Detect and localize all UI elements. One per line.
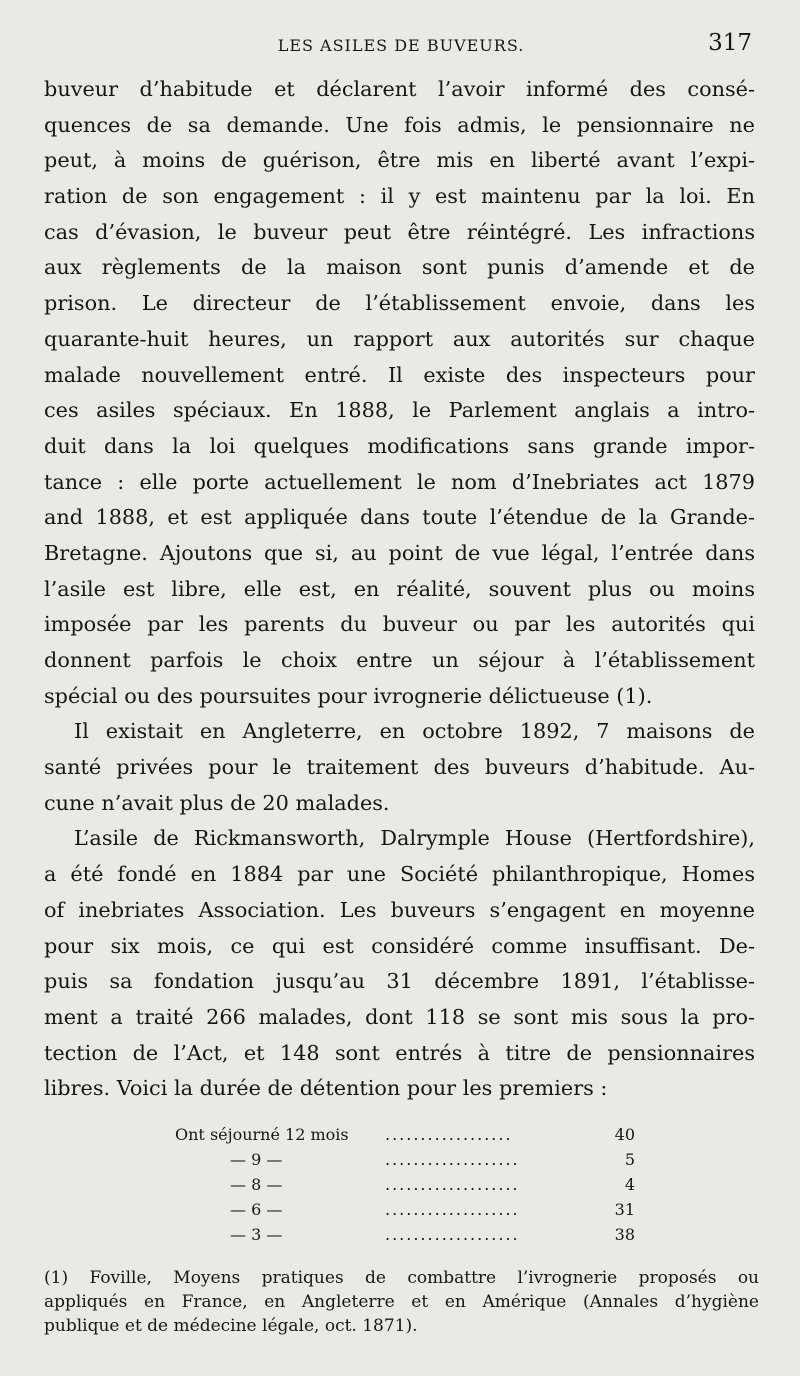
body-text [44, 72, 755, 1107]
text-line: ment a traité 266 malades, dont 118 se sont mis sous la pro- [44, 1004, 755, 1029]
row-value: 31 [614, 1200, 635, 1219]
table-row [175, 1122, 635, 1147]
table-row [175, 1172, 635, 1197]
text-line: and 1888, et est appliquée dans toute l’étendue de la Grande- [44, 505, 755, 530]
running-title: LES ASILES DE BUVEURS. [277, 36, 525, 55]
footnote-line: appliqués en France, en Angleterre et en Amérique (Annales d’hygiène [44, 1292, 759, 1312]
table-row [175, 1222, 635, 1247]
row-leader: .................. [385, 1125, 513, 1144]
text-line: of inebriates Association. Les buveurs s’engagent en moyenne [44, 897, 755, 922]
text-line: quences de sa demande. Une fois admis, le pensionnaire ne [44, 112, 755, 137]
text-line: Bretagne. Ajoutons que si, au point de vue légal, l’entrée dans [44, 540, 755, 565]
row-leader: ................... [385, 1225, 520, 1244]
text-line: L’asile de Rickmansworth, Dalrymple House (Hertfordshire), [74, 826, 755, 851]
row-leader: ................... [385, 1175, 520, 1194]
text-line: ration de son engagement : il y est maintenu par la loi. En [44, 184, 755, 209]
row-leader: ................... [385, 1150, 520, 1169]
text-line: a été fondé en 1884 par une Société philanthropique, Homes [44, 862, 755, 887]
row-label: — 6 — [230, 1200, 283, 1219]
row-label: — 8 — [230, 1175, 283, 1194]
text-line: aux règlements de la maison sont punis d’amende et de [44, 255, 755, 280]
text-line: ces asiles spéciaux. En 1888, le Parlement anglais a intro- [44, 398, 755, 423]
text-line: pour six mois, ce qui est considéré comme insuffisant. De- [44, 933, 755, 958]
row-value: 40 [614, 1125, 635, 1144]
row-label: — 9 — [230, 1150, 283, 1169]
text-line: Il existait en Angleterre, en octobre 1892, 7 maisons de [74, 719, 755, 744]
text-line: quarante-huit heures, un rapport aux autorités sur chaque [44, 326, 755, 351]
text-line: duit dans la loi quelques modifications sans grande impor- [44, 433, 755, 458]
row-label: Ont séjourné 12 mois [175, 1125, 349, 1144]
table-row [175, 1197, 635, 1222]
text-line: buveur d’habitude et déclarent l’avoir informé des consé- [44, 77, 755, 101]
text-line: libres. Voici la durée de détention pour les premiers : [44, 1076, 608, 1101]
row-value: 5 [624, 1150, 635, 1169]
text-line: tance : elle porte actuellement le nom d’Inebriates act 1879 [44, 469, 755, 494]
text-line: cas d’évasion, le buveur peut être réintégré. Les infractions [44, 219, 755, 244]
text-line: cune n’avait plus de 20 malades. [44, 790, 390, 815]
text-line: malade nouvellement entré. Il existe des inspecteurs pour [44, 362, 755, 387]
detention-table [175, 1122, 635, 1247]
table-row [175, 1147, 635, 1172]
text-line: tection de l’Act, et 148 sont entrés à titre de pensionnaires [44, 1040, 755, 1065]
text-line: imposée par les parents du buveur ou par les autorités qui [44, 612, 755, 637]
text-line: l’asile est libre, elle est, en réalité, souvent plus ou moins [44, 576, 755, 601]
text-line: santé privées pour le traitement des buveurs d’habitude. Au- [44, 755, 755, 780]
row-value: 38 [614, 1225, 635, 1244]
text-line: peut, à moins de guérison, être mis en liberté avant l’expi- [44, 148, 755, 173]
footnote-line: (1) Foville, Moyens pratiques de combattre l’ivrognerie proposés ou [44, 1268, 759, 1288]
text-line: donnent parfois le choix entre un séjour à l’établissement [44, 648, 755, 672]
text-line: prison. Le directeur de l’établissement envoie, dans les [44, 291, 755, 316]
page-header [42, 30, 760, 64]
row-value: 4 [624, 1175, 635, 1194]
row-label: — 3 — [230, 1225, 283, 1244]
text-line: spécial ou des poursuites pour ivrognerie délictueuse (1). [44, 683, 653, 708]
row-leader: ................... [385, 1200, 520, 1219]
footnote-line: publique et de médecine légale, oct. 1871). [44, 1316, 418, 1336]
text-line: puis sa fondation jusqu’au 31 décembre 1891, l’établisse- [44, 969, 755, 994]
footnote [44, 1266, 759, 1338]
page-number: 317 [708, 30, 752, 56]
